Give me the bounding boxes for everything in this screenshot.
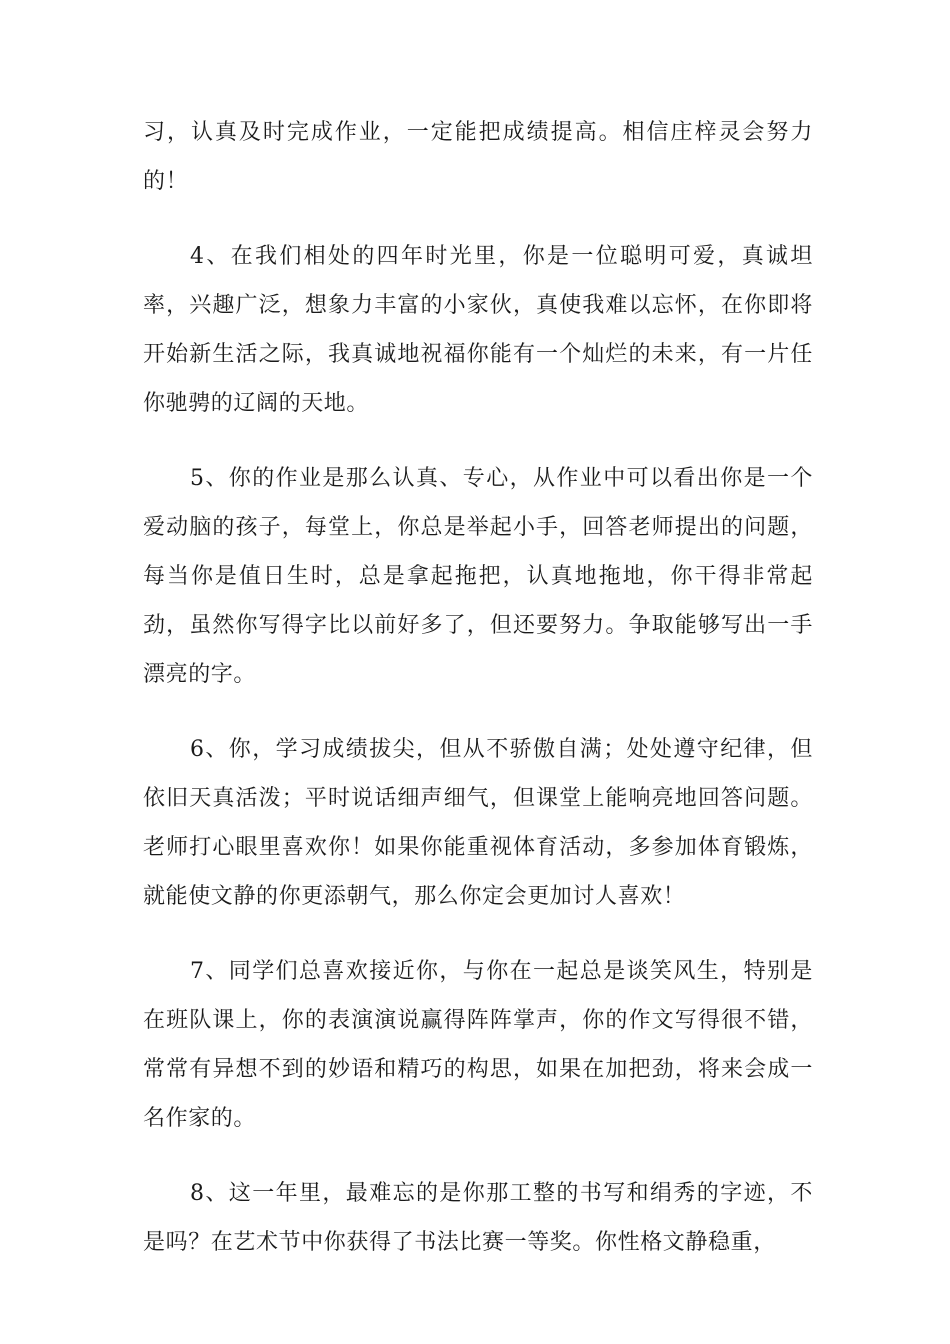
paragraph-continuation: 习，认真及时完成作业，一定能把成绩提高。相信庄梓灵会努力的！ [143,120,813,194]
document-body [143,108,813,1293]
paragraph-6: 6、你，学习成绩拔尖，但从不骄傲自满；处处遵守纪律，但依旧天真活泼；平时说话细声细气，但课堂上能响亮地回答问题。老师打心眼里喜欢你！如果你能重视体育活动，多参加体育锻炼，就能使文静的你更添朝气，那么你定会更加讨人喜欢！ [143,737,813,909]
paragraph-4: 4、在我们相处的四年时光里，你是一位聪明可爱，真诚坦率，兴趣广泛，想象力丰富的小家伙，真使我难以忘怀，在你即将开始新生活之际，我真诚地祝福你能有一个灿烂的未来，有一片任你驰骋的辽阔的天地。 [143,244,813,416]
paragraph-7: 7、同学们总喜欢接近你，与你在一起总是谈笑风生，特别是在班队课上，你的表演演说赢得阵阵掌声，你的作文写得很不错，常常有异想不到的妙语和精巧的构思，如果在加把劲，将来会成一名作家的。 [143,959,813,1131]
paragraph-5: 5、你的作业是那么认真、专心，从作业中可以看出你是一个爱动脑的孩子，每堂上，你总是举起小手，回答老师提出的问题，每当你是值日生时，总是拿起拖把，认真地拖地，你干得非常起劲，虽然你写得字比以前好多了，但还要努力。争取能够写出一手漂亮的字。 [143,466,813,687]
paragraph-8: 8、这一年里，最难忘的是你那工整的书写和绢秀的字迹，不是吗？在艺术节中你获得了书法比赛一等奖。你性格文静稳重， [143,1181,813,1255]
